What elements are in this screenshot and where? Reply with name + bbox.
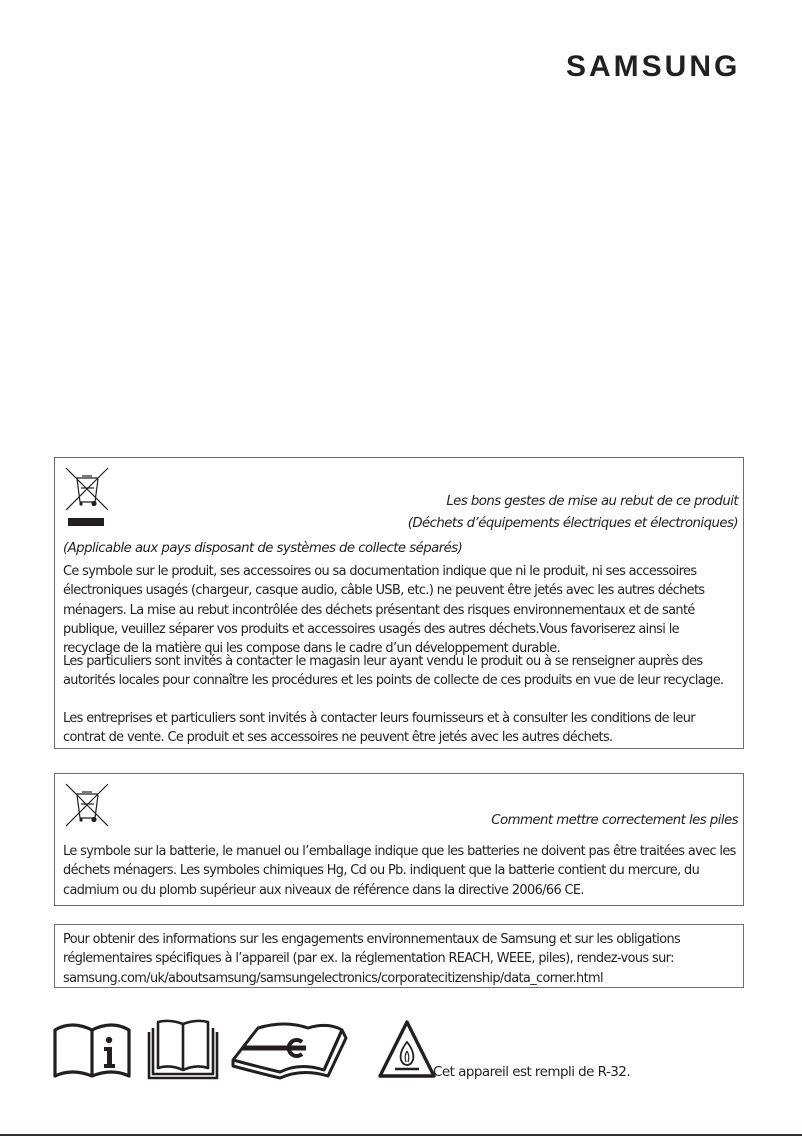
- manual-info-icon: [52, 1018, 132, 1080]
- crossed-out-wheelie-bin-icon: [64, 466, 110, 512]
- samsung-logo: SAMSUNG: [566, 50, 741, 83]
- weee-paragraph-3: Les entreprises et particuliers sont invités à contacter leurs fournisseurs et à consulter les conditions de leur contrat de vente. Ce produit et ses accessoires ne peuvent être jetés avec les autres déchets.: [63, 711, 695, 746]
- weee-title: Les bons gestes de mise au rebut de ce produit: [446, 494, 738, 509]
- battery-disposal-box: [54, 773, 744, 906]
- battery-paragraph: Le symbole sur la batterie, le manuel ou l’emballage indique que les batteries ne doivent pas être traitées avec les déchets ménagers. Les symboles chimiques Hg, Cd ou Pb. indiquent que la batterie contient du mercure, du cadmium ou du plomb supérieur aux niveaux de référence dans la directive 2006/66 CE.: [63, 844, 736, 898]
- footer-icons: [52, 1018, 432, 1084]
- flammable-warning-icon: [377, 1018, 437, 1080]
- service-manual-icon: [230, 1018, 350, 1080]
- read-manual-icon: [147, 1018, 219, 1080]
- weee-paragraph-1: Ce symbole sur le produit, ses accessoires ou sa documentation indique que ni le produit, ni ses accessoires électroniques usagés (chargeur, casque audio, câble USB, etc.) ne peuvent être jetés avec les autres déchets ménagers. La mise au rebut incontrôlée des déchets présentant des risques environnementaux et de santé publique, veuillez séparer vos produits et accessoires usagés des autres déchets.Vous favoriserez ainsi le recyclage de la matière qui les compose dans le cadre d’un développement durable.: [63, 564, 705, 657]
- environment-info-box: [54, 924, 744, 988]
- weee-disposal-box: [54, 457, 744, 749]
- weee-paragraph-2: Les particuliers sont invités à contacter le magasin leur ayant vendu le produit ou à se renseigner auprès des autorités locales pour connaître les procédures et les points de collecte de ces produits en vue de leur recyclage.: [63, 654, 724, 689]
- weee-title-sub: (Déchets d’équipements électriques et électroniques): [407, 516, 738, 531]
- weee-applicability: (Applicable aux pays disposant de systèmes de collecte séparés): [63, 541, 463, 556]
- crossed-out-wheelie-bin-icon: [64, 782, 110, 828]
- battery-title: Comment mettre correctement les piles: [491, 813, 738, 828]
- separate-collection-bar: [68, 518, 104, 526]
- environment-info-paragraph: Pour obtenir des informations sur les engagements environnementaux de Samsung et sur les obligations réglementaires spécifiques à l’appareil (par ex. la réglementation REACH, WEEE, piles), rendez-vous sur: samsung.com/uk/aboutsamsung/samsungelectronics/corporatecitizenship/data_corner.html: [63, 932, 681, 986]
- refrigerant-note: Cet appareil est rempli de R-32.: [433, 1064, 631, 1080]
